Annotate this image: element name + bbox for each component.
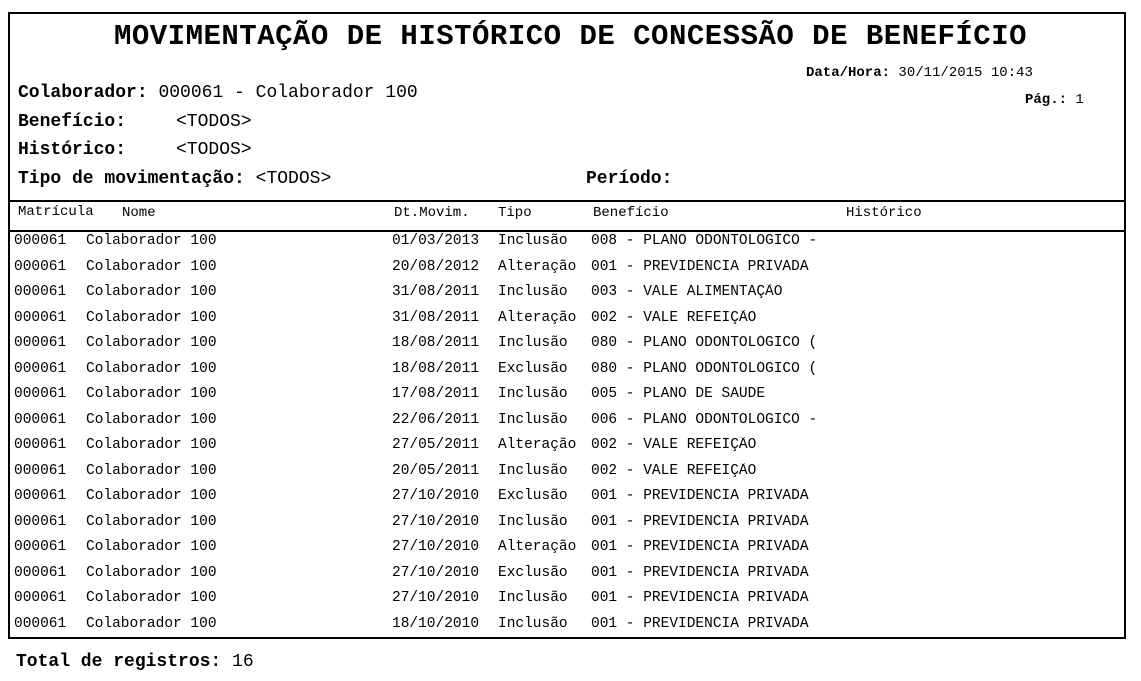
cell-nome: Colaborador 100 — [86, 258, 217, 275]
cell-matricula: 000061 — [14, 488, 67, 504]
cell-matricula: 000061 — [14, 564, 67, 581]
cell-nome: Colaborador 100 — [86, 411, 217, 428]
cell-beneficio: 080 - PLANO ODONTOLÓGICO ( — [591, 335, 818, 351]
total-value: 16 — [232, 652, 254, 672]
report-total — [16, 652, 254, 672]
cell-tipo: Inclusão — [498, 284, 568, 300]
cell-dt: 27/10/2010 — [392, 564, 480, 581]
cell-beneficio: 001 - PREVIDENCIA PRIVADA — [591, 564, 809, 581]
cell-matricula: 000061 — [14, 513, 67, 530]
historico-value: <TODOS> — [176, 140, 252, 160]
col-header-nome: Nome — [122, 205, 156, 221]
cell-beneficio: 001 - PREVIDENCIA PRIVADA — [591, 513, 809, 530]
cell-dt: 22/06/2011 — [392, 411, 480, 428]
cell-matricula: 000061 — [14, 360, 67, 377]
col-header-tipo: Tipo — [498, 205, 532, 221]
header-divider — [8, 200, 1126, 202]
cell-matricula: 000061 — [14, 233, 67, 249]
cell-tipo: Inclusão — [498, 335, 568, 351]
cell-matricula: 000061 — [14, 539, 67, 555]
report-datetime — [806, 65, 1033, 81]
cell-dt: 20/08/2012 — [392, 258, 480, 275]
cell-dt: 27/05/2011 — [392, 437, 480, 453]
cell-beneficio: 002 - VALE REFEIÇÃO — [591, 462, 757, 479]
cell-dt: 27/10/2010 — [392, 539, 480, 555]
cell-beneficio: 003 - VALE ALIMENTAÇÃO — [591, 284, 783, 300]
cell-beneficio: 001 - PREVIDENCIA PRIVADA — [591, 258, 809, 275]
report-title: MOVIMENTAÇÃO DE HISTÓRICO DE CONCESSÃO DE BENEFÍCIO — [113, 20, 1028, 53]
cell-nome: Colaborador 100 — [86, 539, 217, 555]
col-header-beneficio: Benefício — [593, 205, 669, 221]
tipo-value: <TODOS> — [255, 169, 332, 189]
cell-matricula: 000061 — [14, 462, 67, 479]
cell-beneficio: 002 - VALE REFEIÇÃO — [591, 437, 757, 453]
cell-tipo: Alteração — [498, 437, 577, 453]
cell-beneficio: 005 - PLANO DE SAÚDE — [591, 386, 766, 402]
cell-dt: 17/08/2011 — [392, 386, 480, 402]
cell-matricula: 000061 — [14, 386, 67, 402]
column-header-divider — [8, 230, 1126, 232]
cell-beneficio: 008 - PLANO ODONTOLOGICO - — [591, 233, 818, 249]
cell-tipo: Inclusão — [498, 462, 568, 479]
datetime-value: 30/11/2015 10:43 — [898, 65, 1033, 81]
cell-tipo: Alteração — [498, 309, 577, 326]
cell-tipo: Alteração — [498, 539, 577, 555]
cell-nome: Colaborador 100 — [86, 488, 217, 504]
cell-nome: Colaborador 100 — [86, 335, 217, 351]
cell-matricula: 000061 — [14, 590, 67, 606]
page-label: Pág.: — [1025, 92, 1068, 108]
cell-nome: Colaborador 100 — [86, 360, 217, 377]
colaborador-value: 000061 - Colaborador 100 — [158, 83, 418, 103]
cell-matricula: 000061 — [14, 411, 67, 428]
cell-beneficio: 001 - PREVIDENCIA PRIVADA — [591, 488, 809, 504]
cell-dt: 18/10/2010 — [392, 615, 480, 632]
cell-tipo: Exclusão — [498, 360, 568, 377]
cell-nome: Colaborador 100 — [86, 309, 217, 326]
cell-matricula: 000061 — [14, 309, 67, 326]
page-value: 1 — [1075, 92, 1084, 108]
cell-nome: Colaborador 100 — [86, 284, 217, 300]
historico-label: Histórico: — [18, 140, 127, 160]
cell-beneficio: 001 - PREVIDENCIA PRIVADA — [591, 615, 809, 632]
tipo-label: Tipo de movimentação: — [18, 169, 245, 189]
cell-nome: Colaborador 100 — [86, 437, 217, 453]
cell-dt: 31/08/2011 — [392, 284, 480, 300]
periodo-label: Período: — [586, 169, 673, 189]
cell-tipo: Inclusão — [498, 386, 568, 402]
report-page — [1025, 92, 1084, 108]
cell-dt: 18/08/2011 — [392, 360, 480, 377]
filter-tipo-movimentacao — [18, 169, 331, 189]
datetime-label: Data/Hora: — [806, 65, 891, 81]
col-header-historico: Histórico — [846, 205, 922, 221]
cell-matricula: 000061 — [14, 615, 67, 632]
cell-tipo: Inclusão — [498, 590, 568, 606]
cell-nome: Colaborador 100 — [86, 386, 217, 402]
cell-nome: Colaborador 100 — [86, 615, 217, 632]
cell-beneficio: 001 - PREVIDENCIA PRIVADA — [591, 590, 809, 606]
cell-tipo: Inclusão — [498, 615, 568, 632]
cell-matricula: 000061 — [14, 335, 67, 351]
cell-tipo: Inclusão — [498, 233, 568, 249]
cell-dt: 27/10/2010 — [392, 488, 480, 504]
cell-nome: Colaborador 100 — [86, 590, 217, 606]
cell-matricula: 000061 — [14, 437, 67, 453]
cell-tipo: Inclusão — [498, 513, 568, 530]
beneficio-label: Benefício: — [18, 112, 127, 132]
beneficio-value: <TODOS> — [176, 112, 252, 132]
cell-nome: Colaborador 100 — [86, 564, 217, 581]
cell-dt: 31/08/2011 — [392, 309, 480, 326]
cell-dt: 01/03/2013 — [392, 233, 480, 249]
filter-historico — [18, 140, 126, 160]
cell-dt: 27/10/2010 — [392, 590, 480, 606]
cell-matricula: 000061 — [14, 284, 67, 300]
total-label: Total de registros: — [16, 652, 222, 672]
filter-colaborador — [18, 83, 418, 103]
cell-tipo: Exclusão — [498, 488, 568, 504]
cell-beneficio: 001 - PREVIDENCIA PRIVADA — [591, 539, 809, 555]
cell-nome: Colaborador 100 — [86, 233, 217, 249]
cell-tipo: Alteração — [498, 258, 577, 275]
cell-tipo: Exclusão — [498, 564, 568, 581]
cell-dt: 27/10/2010 — [392, 513, 480, 530]
cell-nome: Colaborador 100 — [86, 513, 217, 530]
cell-beneficio: 006 - PLANO ODONTOLÓGICO - — [591, 411, 818, 428]
col-header-dt-movim: Dt.Movim. — [394, 205, 470, 221]
cell-dt: 18/08/2011 — [392, 335, 480, 351]
filter-beneficio — [18, 112, 126, 132]
cell-nome: Colaborador 100 — [86, 462, 217, 479]
cell-beneficio: 002 - VALE REFEIÇÃO — [591, 309, 757, 326]
cell-tipo: Inclusão — [498, 411, 568, 428]
cell-beneficio: 080 - PLANO ODONTOLÓGICO ( — [591, 360, 818, 377]
cell-matricula: 000061 — [14, 258, 67, 275]
cell-dt: 20/05/2011 — [392, 462, 480, 479]
col-header-matricula: Matrícula — [18, 204, 94, 220]
colaborador-label: Colaborador: — [18, 83, 148, 103]
